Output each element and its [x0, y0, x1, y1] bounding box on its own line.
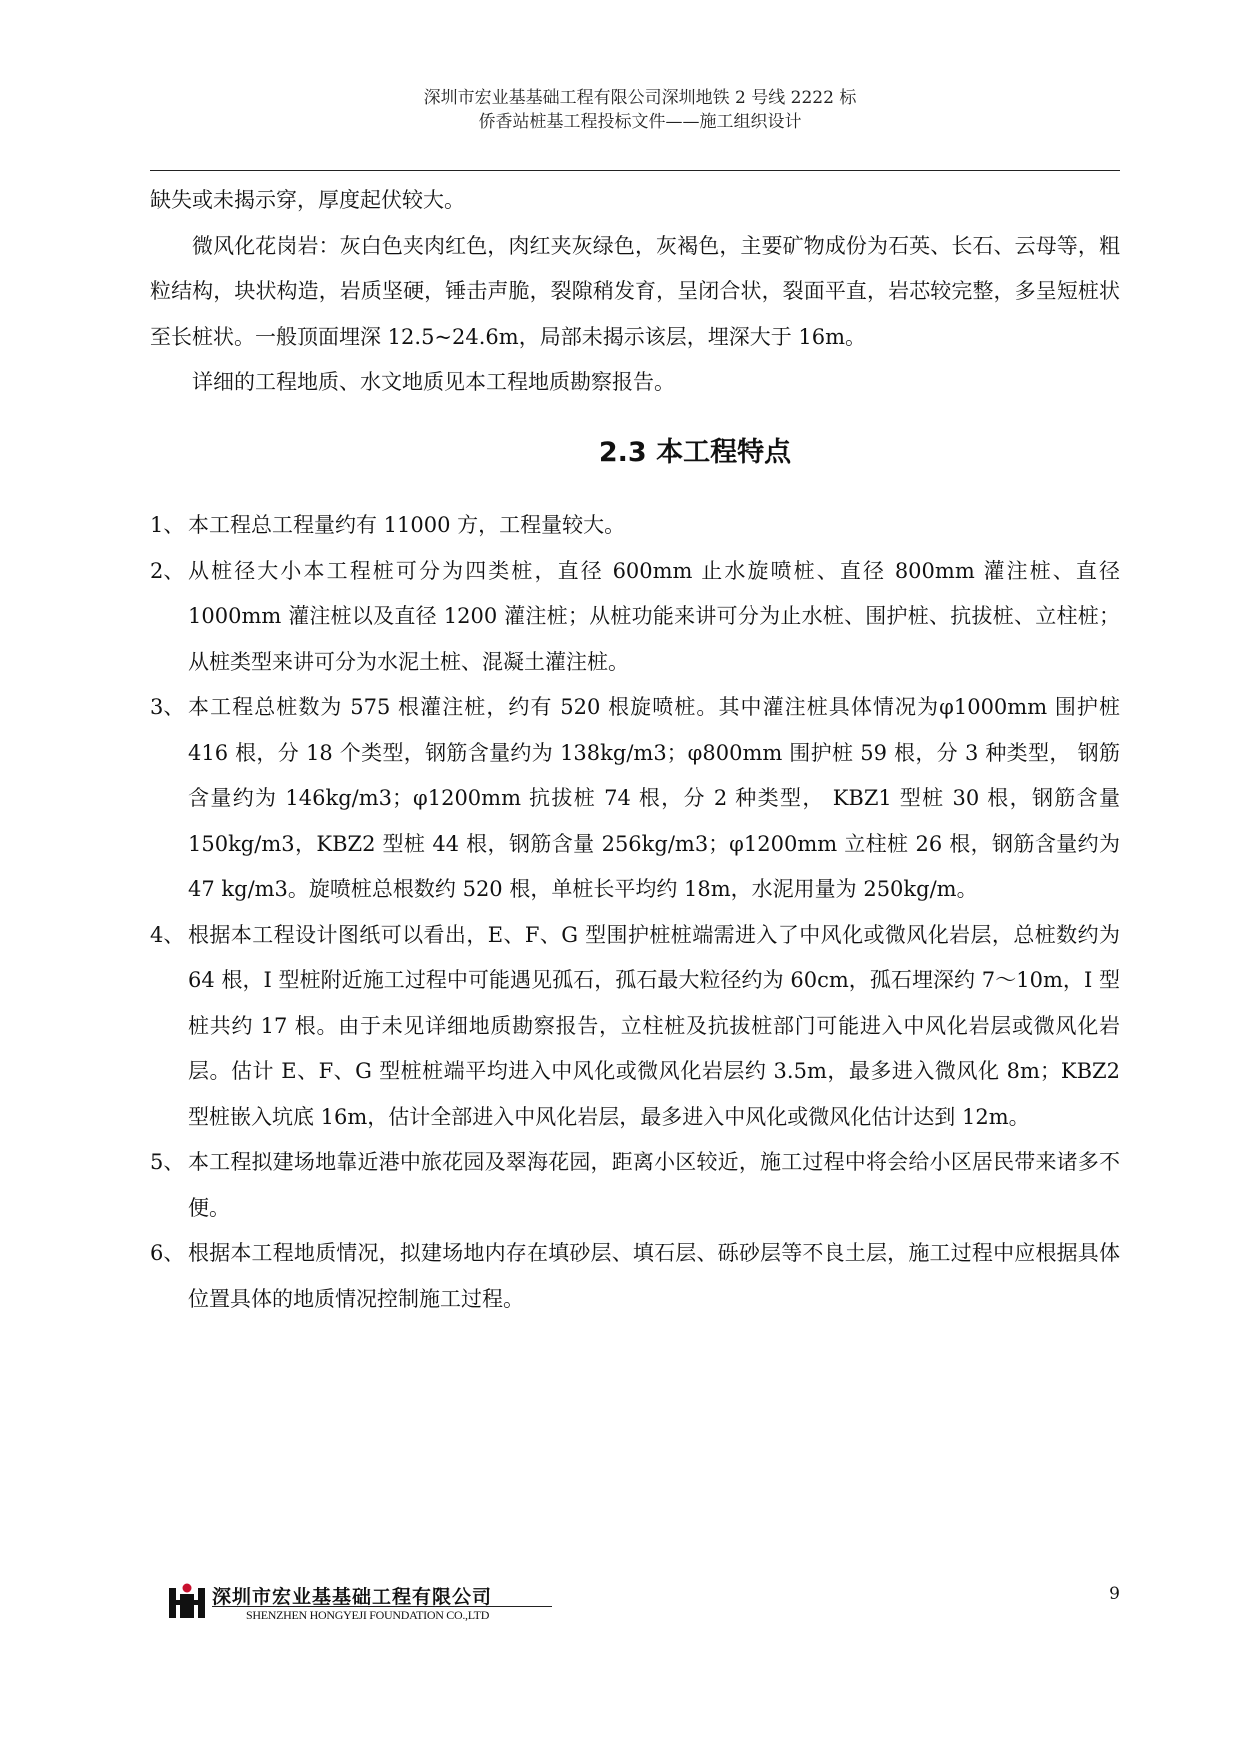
list-item-text: 本工程总工程量约有 11000 方，工程量较大。: [188, 513, 626, 537]
list-item: [150, 685, 1120, 913]
list-item-number: 3、: [150, 695, 185, 719]
page-number: 9: [1109, 1584, 1120, 1604]
list-item: [150, 1140, 1120, 1231]
list-item-number: 1、: [150, 513, 185, 537]
page-header: [150, 86, 1130, 134]
list-item-text: 本工程拟建场地靠近港中旅花园及翠海花园，距离小区较近，施工过程中将会给小区居民带来诸多不便。: [188, 1150, 1120, 1220]
list-item-number: 4、: [150, 922, 185, 947]
list-item-text: 根据本工程地质情况，拟建场地内存在填砂层、填石层、砾砂层等不良土层，施工过程中应根据具体位置具体的地质情况控制施工过程。: [188, 1241, 1120, 1311]
list-item-number: 6、: [150, 1241, 185, 1265]
header-divider: [150, 170, 1120, 171]
document-body: [150, 178, 1120, 1322]
header-line-1: 深圳市宏业基基础工程有限公司深圳地铁 2 号线 2222 标: [423, 88, 857, 108]
list-item: [150, 549, 1120, 686]
list-item-number: 2、: [150, 558, 185, 583]
header-line-2: 侨香站桩基工程投标文件——施工组织设计: [478, 112, 802, 132]
list-item-number: 5、: [150, 1150, 185, 1174]
company-divider: [212, 1606, 552, 1607]
list-item: [150, 1231, 1120, 1322]
paragraph-reference: 详细的工程地质、水文地质见本工程地质勘察报告。: [192, 370, 675, 394]
list-item-text: 根据本工程设计图纸可以看出，E、F、G 型围护桩桩端需进入了中风化或微风化岩层，总桩数约为 64 根，I 型桩附近施工过程中可能遇见孤石，孤石最大粒径约为 60cm，孤石埋深约 7～10m，I 型桩共约 17 根。由于未见详细地质勘察报告，立柱桩及抗拔桩部门可能进入中风化岩层或微风化岩层。估计 E、F、G 型桩桩端平均进入中风化或微风化岩层约 3.5m，最多进入微风化 8m；KBZ2 型桩嵌入坑底 16m，估计全部进入中风化岩层，最多进入中风化或微风化估计达到 12m。: [188, 922, 1120, 1129]
company-name-cn: 深圳市宏业基基础工程有限公司: [212, 1586, 493, 1608]
list-item-text: 本工程总桩数为 575 根灌注桩，约有 520 根旋喷桩。其中灌注桩具体情况为φ1000mm 围护桩 416 根，分 18 个类型，钢筋含量约为 138kg/m3；φ800mm 围护桩 59 根，分 3 种类型， 钢筋含量约为 146kg/m3；φ1200mm 抗拔桩 74 根，分 2 种类型， KBZ1 型桩 30 根，钢筋含量 150kg/m3，KBZ2 型桩 44 根，钢筋含量 256kg/m3；φ1200mm 立柱桩 26 根，钢筋含量约为 47 kg/m3。旋喷桩总根数约 520 根，单桩长平均约 18m，水泥用量为 250kg/m。: [188, 695, 1120, 901]
paragraph-continuation: 缺失或未揭示穿，厚度起伏较大。: [150, 188, 465, 212]
company-name-en: SHENZHEN HONGYEJI FOUNDATION CO.,LTD: [246, 1608, 490, 1622]
paragraph-granite: 微风化花岗岩：灰白色夹肉红色，肉红夹灰绿色，灰褐色，主要矿物成份为石英、长石、云母等，粗粒结构，块状构造，岩质坚硬，锤击声脆，裂隙稍发育，呈闭合状，裂面平直，岩芯较完整，多呈短桩状至长桩状。一般顶面埋深 12.5~24.6m，局部未揭示该层，埋深大于 16m。: [150, 233, 1120, 349]
hyj-logo-icon: [168, 1582, 206, 1620]
list-item: [150, 503, 1120, 549]
page-footer: [168, 1580, 1128, 1640]
section-title: 2.3 本工程特点: [598, 436, 792, 468]
list-item: [150, 913, 1120, 1141]
list-item-text: 从桩径大小本工程桩可分为四类桩，直径 600mm 止水旋喷桩、直径 800mm 灌注桩、直径 1000mm 灌注桩以及直径 1200 灌注桩；从桩功能来讲可分为止水桩、围护桩、抗拔桩、立柱桩；从桩类型来讲可分为水泥土桩、混凝土灌注桩。: [188, 558, 1120, 674]
